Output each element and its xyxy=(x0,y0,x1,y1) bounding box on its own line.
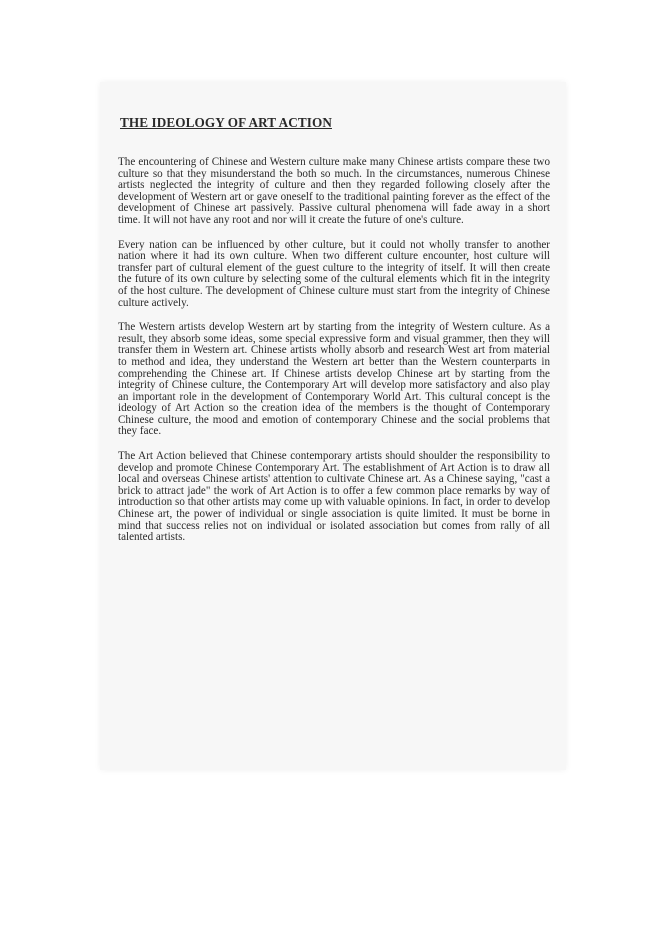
document-body xyxy=(118,115,550,557)
paragraph-3: The Western artists develop Western art by starting from the integrity of Western culture. As a result, they absorb some ideas, some special expressive form and visual grammer, then they will transfer them in Western art. Chinese artists wholly absorb and research West art from material to method and idea, they understand the Western art better than the Western counterparts in comprehending the Chinese art. If Chinese artists develop Chinese art by starting from the integrity of Chinese culture, the Contemporary Art will develop more satisfactory and also play an important role in the development of Contemporary World Art. This cultural concept is the ideology of Art Action so the creation idea of the members is the thought of Contemporary Chinese culture, the mood and emotion of contemporary Chinese and the social problems that they face. xyxy=(118,321,550,438)
paragraph-2: Every nation can be influenced by other culture, but it could not wholly transfer to another nation where it had its own culture. When two different culture encounter, host culture will transfer part of cultural element of the guest culture to the integrity of itself. It will then create the future of its own culture by selecting some of the cultural elements which fit in the integrity of the host culture. The development of Chinese culture must start from the integrity of Chinese culture actively. xyxy=(118,238,550,309)
paragraph-1: The encountering of Chinese and Western culture make many Chinese artists compare these two culture so that they misunderstand the both so much. In the circumstances, numerous Chinese artists neglected the integrity of culture and then they regarded following closely after the development of Western art or gave oneself to the traditional painting forever as the effect of the development of Chinese art passively. Passive cultural phenomena will fade away in a short time. It will not have any root and nor will it create the future of one's culture. xyxy=(118,156,550,226)
document-title: THE IDEOLOGY OF ART ACTION xyxy=(120,115,332,130)
paragraph-4: The Art Action believed that Chinese contemporary artists should shoulder the responsibility to develop and promote Chinese Contemporary Art. The establishment of Art Action is to draw all local and overseas Chinese artists' attention to cultivate Chinese art. As a Chinese saying, "cast a brick to attract jade" the work of Art Action is to offer a few common place remarks by way of introduction so that other artists may come up with valuable opinions. In fact, in order to develop Chinese art, the power of individual or single association is quite limited. It must be borne in mind that success relies not on individual or isolated association but comes from rally of all talented artists. xyxy=(118,450,550,544)
